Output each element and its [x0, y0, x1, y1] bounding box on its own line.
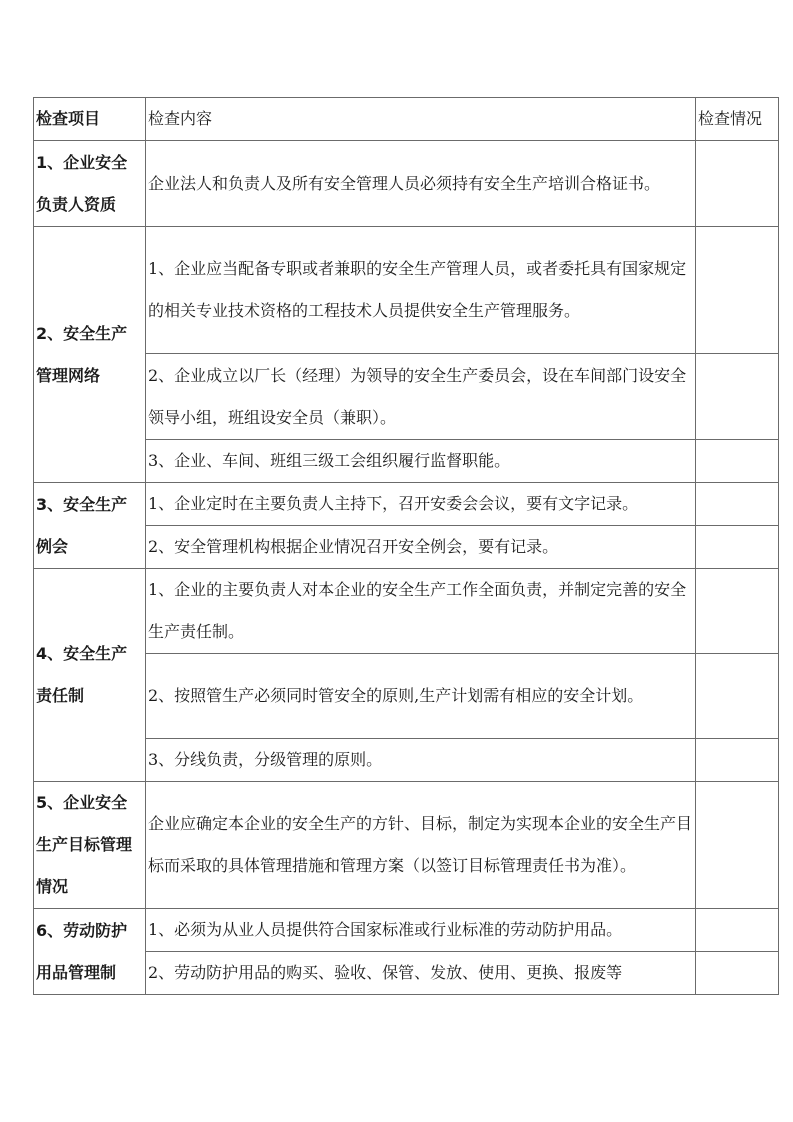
section-5-content-1: 企业应确定本企业的安全生产的方针、目标，制定为实现本企业的安全生产目标而采取的具体管理措施和管理方案（以签订目标管理责任书为准）。	[146, 782, 696, 909]
section-3-content-1: 1、企业定时在主要负责人主持下，召开安委会会议，要有文字记录。	[146, 483, 696, 526]
table-row	[34, 739, 779, 782]
section-4-content-3: 3、分线负责，分级管理的原则。	[146, 739, 696, 782]
header-content: 检查内容	[146, 98, 696, 141]
section-2-content-2: 2、企业成立以厂长（经理）为领导的安全生产委员会，设在车间部门设安全领导小组，班组设安全员（兼职）。	[146, 354, 696, 440]
section-1-item: 1、企业安全负责人资质	[34, 141, 146, 227]
section-2-status-1[interactable]	[696, 227, 779, 354]
table-row	[34, 354, 779, 440]
section-3-content-2: 2、安全管理机构根据企业情况召开安全例会，要有记录。	[146, 526, 696, 569]
header-row	[34, 98, 779, 141]
section-4-status-3[interactable]	[696, 739, 779, 782]
section-4-content-1: 1、企业的主要负责人对本企业的安全生产工作全面负责，并制定完善的安全生产责任制。	[146, 569, 696, 654]
section-3-status-1[interactable]	[696, 483, 779, 526]
section-3-item: 3、安全生产例会	[34, 483, 146, 569]
table-row	[34, 569, 779, 654]
section-1-status-1[interactable]	[696, 141, 779, 227]
section-6-content-2: 2、劳动防护用品的购买、验收、保管、发放、使用、更换、报废等	[146, 952, 696, 995]
section-5-status-1[interactable]	[696, 782, 779, 909]
table-row	[34, 440, 779, 483]
section-6-status-2[interactable]	[696, 952, 779, 995]
section-4-item: 4、安全生产责任制	[34, 569, 146, 782]
section-2-content-1: 1、企业应当配备专职或者兼职的安全生产管理人员，或者委托具有国家规定的相关专业技术资格的工程技术人员提供安全生产管理服务。	[146, 227, 696, 354]
inspection-table	[33, 97, 779, 995]
table-row	[34, 141, 779, 227]
section-6-item: 6、劳动防护用品管理制	[34, 909, 146, 995]
section-2-item: 2、安全生产管理网络	[34, 227, 146, 483]
table-row	[34, 654, 779, 739]
section-4-content-2: 2、按照管生产必须同时管安全的原则,生产计划需有相应的安全计划。	[146, 654, 696, 739]
section-6-status-1[interactable]	[696, 909, 779, 952]
table-row	[34, 782, 779, 909]
table-row	[34, 909, 779, 952]
section-2-status-3[interactable]	[696, 440, 779, 483]
section-5-item: 5、企业安全生产目标管理情况	[34, 782, 146, 909]
table-row	[34, 526, 779, 569]
table-row	[34, 227, 779, 354]
table-row	[34, 483, 779, 526]
section-6-content-1: 1、必须为从业人员提供符合国家标准或行业标准的劳动防护用品。	[146, 909, 696, 952]
section-1-content-1: 企业法人和负责人及所有安全管理人员必须持有安全生产培训合格证书。	[146, 141, 696, 227]
section-4-status-2[interactable]	[696, 654, 779, 739]
section-3-status-2[interactable]	[696, 526, 779, 569]
table-row	[34, 952, 779, 995]
header-item: 检查项目	[34, 98, 146, 141]
section-2-content-3: 3、企业、车间、班组三级工会组织履行监督职能。	[146, 440, 696, 483]
header-status: 检查情况	[696, 98, 779, 141]
section-2-status-2[interactable]	[696, 354, 779, 440]
section-4-status-1[interactable]	[696, 569, 779, 654]
